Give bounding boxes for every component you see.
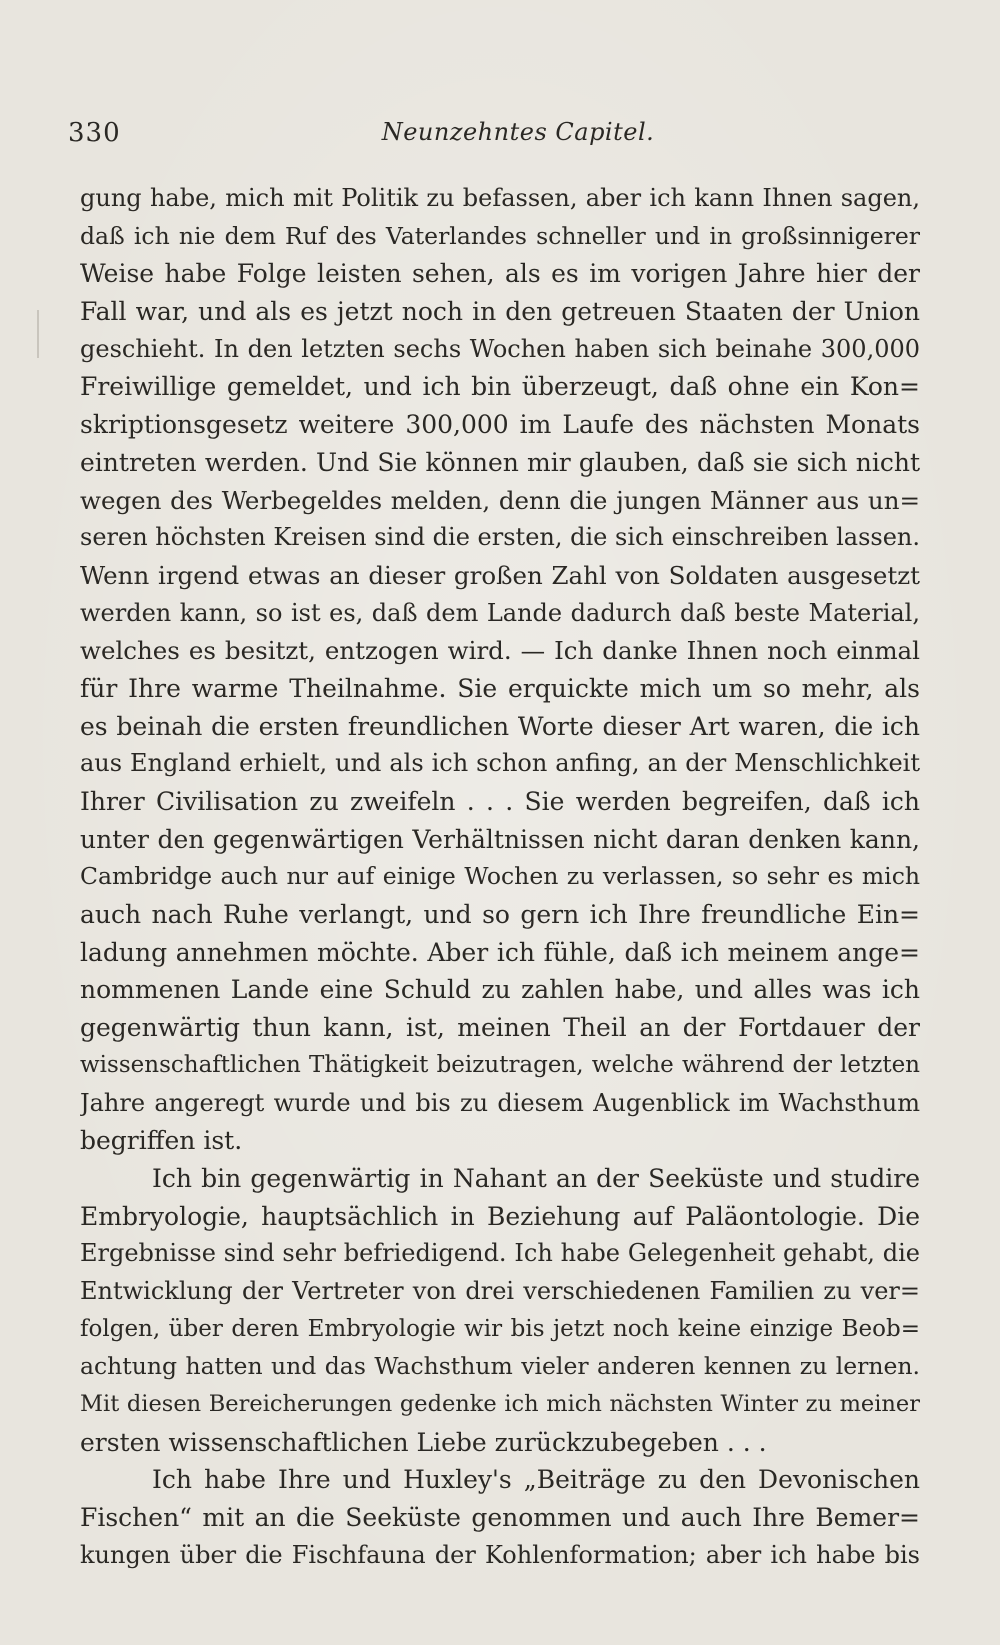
text-line: Ihrer Civilisation zu zweifeln . . . Sie werden begreifen, daß ich: [80, 787, 920, 816]
paragraph-start-line: Ich bin gegenwärtig in Nahant an der Seeküste und studire: [152, 1163, 920, 1193]
text-line: unter den gegenwärtigen Verhältnissen nicht daran denken kann,: [80, 824, 920, 854]
text-line: Entwicklung der Vertreter von drei verschiedenen Familien zu ver=: [80, 1276, 920, 1305]
text-line: kungen über die Fischfauna der Kohlenformation; aber ich habe bis: [80, 1540, 920, 1569]
text-line: Mit diesen Bereicherungen gedenke ich mich nächsten Winter zu meiner: [80, 1391, 920, 1417]
text-line: auch nach Ruhe verlangt, und so gern ich Ihre freundliche Ein=: [80, 900, 920, 930]
text-line: Fischen“ mit an die Seeküste genommen und auch Ihre Bemer=: [80, 1503, 920, 1533]
text-line: skriptionsgesetz weitere 300,000 im Laufe des nächsten Monats: [80, 410, 920, 440]
text-line: Jahre angeregt wurde und bis zu diesem Augenblick im Wachsthum: [80, 1088, 920, 1117]
text-line: Weise habe Folge leisten sehen, als es im vorigen Jahre hier der: [80, 259, 920, 289]
text-line: Fall war, und als es jetzt noch in den getreuen Staaten der Union: [80, 297, 920, 327]
paragraph-end-line: begriffen ist.: [80, 1126, 243, 1156]
text-line: wegen des Werbegeldes melden, denn die jungen Männer aus un=: [80, 485, 920, 515]
text-line: aus England erhielt, und als ich schon anfing, an der Menschlichkeit: [80, 749, 920, 778]
text-line: geschieht. In den letzten sechs Wochen haben sich beinahe 300,000: [80, 334, 920, 363]
paragraph-start-line: Ich habe Ihre und Huxley's „Beiträge zu den Devonischen: [152, 1465, 920, 1495]
text-line: gegenwärtig thun kann, ist, meinen Theil an der Fortdauer der: [80, 1013, 920, 1043]
text-line: werden kann, so ist es, daß dem Lande dadurch daß beste Material,: [80, 598, 920, 627]
text-line: nommenen Lande eine Schuld zu zahlen habe, und alles was ich: [80, 975, 920, 1005]
text-line: folgen, über deren Embryologie wir bis jetzt noch keine einzige Beob=: [80, 1315, 920, 1342]
paragraph-end-line: ersten wissenschaftlichen Liebe zurückzubegeben . . .: [80, 1427, 767, 1457]
text-line: Wenn irgend etwas an dieser großen Zahl von Soldaten ausgesetzt: [80, 560, 920, 590]
text-line: Cambridge auch nur auf einige Wochen zu verlassen, so sehr es mich: [80, 862, 920, 891]
text-line: welches es besitzt, entzogen wird. — Ich danke Ihnen noch einmal: [80, 636, 920, 666]
text-line: achtung hatten und das Wachsthum vieler anderen kennen zu lernen.: [80, 1352, 920, 1381]
text-line: daß ich nie dem Ruf des Vaterlandes schneller und in großsinnigerer: [80, 221, 920, 250]
text-line: seren höchsten Kreisen sind die ersten, die sich einschreiben lassen.: [80, 523, 920, 552]
text-line: Embryologie, hauptsächlich in Beziehung auf Paläontologie. Die: [80, 1201, 920, 1231]
text-line: ladung annehmen möchte. Aber ich fühle, daß ich meinem ange=: [80, 937, 920, 967]
margin-mark: [37, 310, 39, 358]
page-number: 330: [68, 118, 121, 148]
text-line: für Ihre warme Theilnahme. Sie erquickte mich um so mehr, als: [80, 673, 920, 703]
text-line: gung habe, mich mit Politik zu befassen, aber ich kann Ihnen sagen,: [80, 184, 920, 212]
text-line: es beinah die ersten freundlichen Worte dieser Art waren, die ich: [80, 711, 920, 741]
text-line: wissenschaftlichen Thätigkeit beizutragen, welche während der letzten: [80, 1051, 920, 1078]
text-line: eintreten werden. Und Sie können mir glauben, daß sie sich nicht: [80, 447, 920, 477]
text-line: Ergebnisse sind sehr befriedigend. Ich habe Gelegenheit gehabt, die: [80, 1239, 920, 1268]
running-head: Neunzehntes Capitel.: [381, 118, 655, 146]
body-text: [80, 180, 920, 1574]
text-line: Freiwillige gemeldet, und ich bin überzeugt, daß ohne ein Kon=: [80, 372, 920, 402]
page-header: [68, 118, 938, 158]
